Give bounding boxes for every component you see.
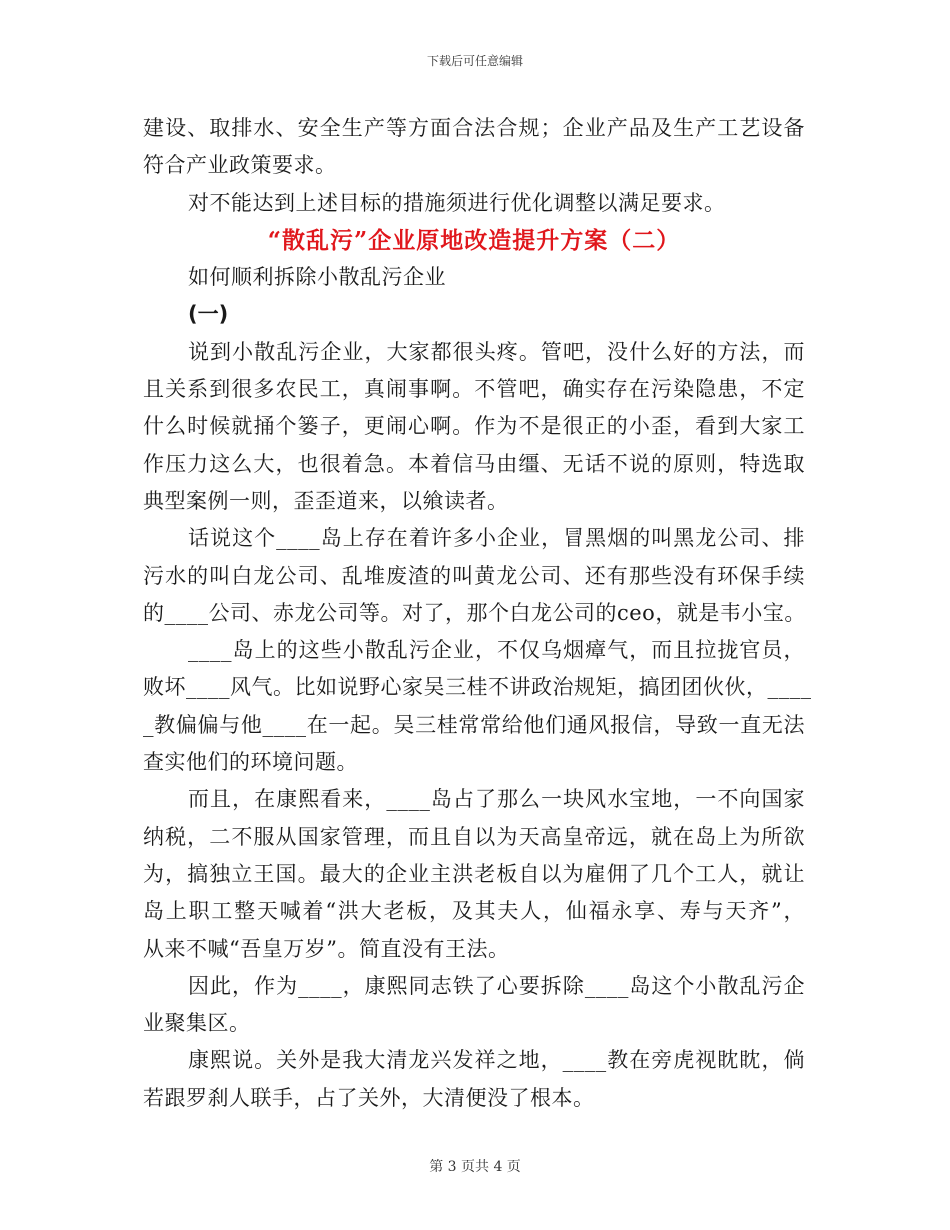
page-header: 下载后可任意编辑	[426, 54, 523, 68]
text-line: 说到小散乱污企业，大家都很头疼。管吧，没什么好的方法，而	[188, 339, 805, 364]
text-line: 符合产业政策要求。	[143, 153, 337, 178]
text-line: 纳税，二不服从国家管理，而且自以为天高皇帝远，就在岛上为所欲	[143, 824, 805, 849]
text-line: 建设、取排水、安全生产等方面合法合规；企业产品及生产工艺设备	[143, 116, 805, 140]
text-line: 若跟罗刹人联手，占了关外，大清便没了根本。	[143, 1085, 595, 1110]
text-line: 什么时候就捅个篓子，更闹心啊。作为不是很正的小歪，看到大家工	[143, 414, 805, 439]
text-line: 业聚集区。	[143, 1011, 251, 1036]
text-line: 岛上职工整天喊着“洪大老板，及其夫人，仙福永享、寿与天齐”，	[143, 899, 805, 924]
text-line: 从来不喊“吾皇万岁”。简直没有王法。	[143, 936, 510, 961]
text-line: 话说这个____岛上存在着许多小企业，冒黑烟的叫黑龙公司、排	[188, 526, 805, 551]
text-line: 为，搞独立王国。最大的企业主洪老板自以为雇佣了几个工人，就让	[143, 861, 805, 886]
text-line: 康熙说。关外是我大清龙兴发祥之地，____教在旁虎视眈眈，倘	[188, 1048, 805, 1073]
text-line: 作压力这么大，也很着急。本着信马由缰、无话不说的原则，特选取	[143, 451, 805, 476]
text-line: 的____公司、赤龙公司等。对了，那个白龙公司的ceo，就是韦小宝。	[143, 600, 806, 625]
text-line: _教偏偏与他____在一起。吴三桂常常给他们通风报信，导致一直无法	[143, 712, 805, 737]
text-line: 对不能达到上述目标的措施须进行优化调整以满足要求。	[188, 190, 726, 215]
section-title: “散乱污”企业原地改造提升方案（二）	[267, 226, 681, 254]
page-footer: 第 3 页共 4 页	[429, 1159, 521, 1175]
text-line: 污水的叫白龙公司、乱堆废渣的叫黄龙公司、还有那些没有环保手续	[143, 563, 805, 588]
section-number: (一)	[188, 302, 229, 327]
text-line: 败坏____风气。比如说野心家吴三桂不讲政治规矩，搞团团伙伙，____	[143, 675, 812, 700]
text-line: 典型案例一则，歪歪道来，以飨读者。	[143, 488, 509, 513]
text-line: 且关系到很多农民工，真闹事啊。不管吧，确实存在污染隐患，不定	[143, 377, 805, 402]
text-line: ____岛上的这些小散乱污企业，不仅乌烟瘴气，而且拉拢官员，	[188, 638, 805, 663]
text-line: 因此，作为____，康熙同志铁了心要拆除____岛这个小散乱污企	[188, 973, 805, 998]
document-body	[143, 110, 812, 1117]
text-line: 而且，在康熙看来，____岛占了那么一块风水宝地，一不向国家	[188, 787, 805, 812]
text-line: 查实他们的环境问题。	[143, 750, 358, 775]
subheading: 如何顺利拆除小散乱污企业	[188, 265, 446, 290]
